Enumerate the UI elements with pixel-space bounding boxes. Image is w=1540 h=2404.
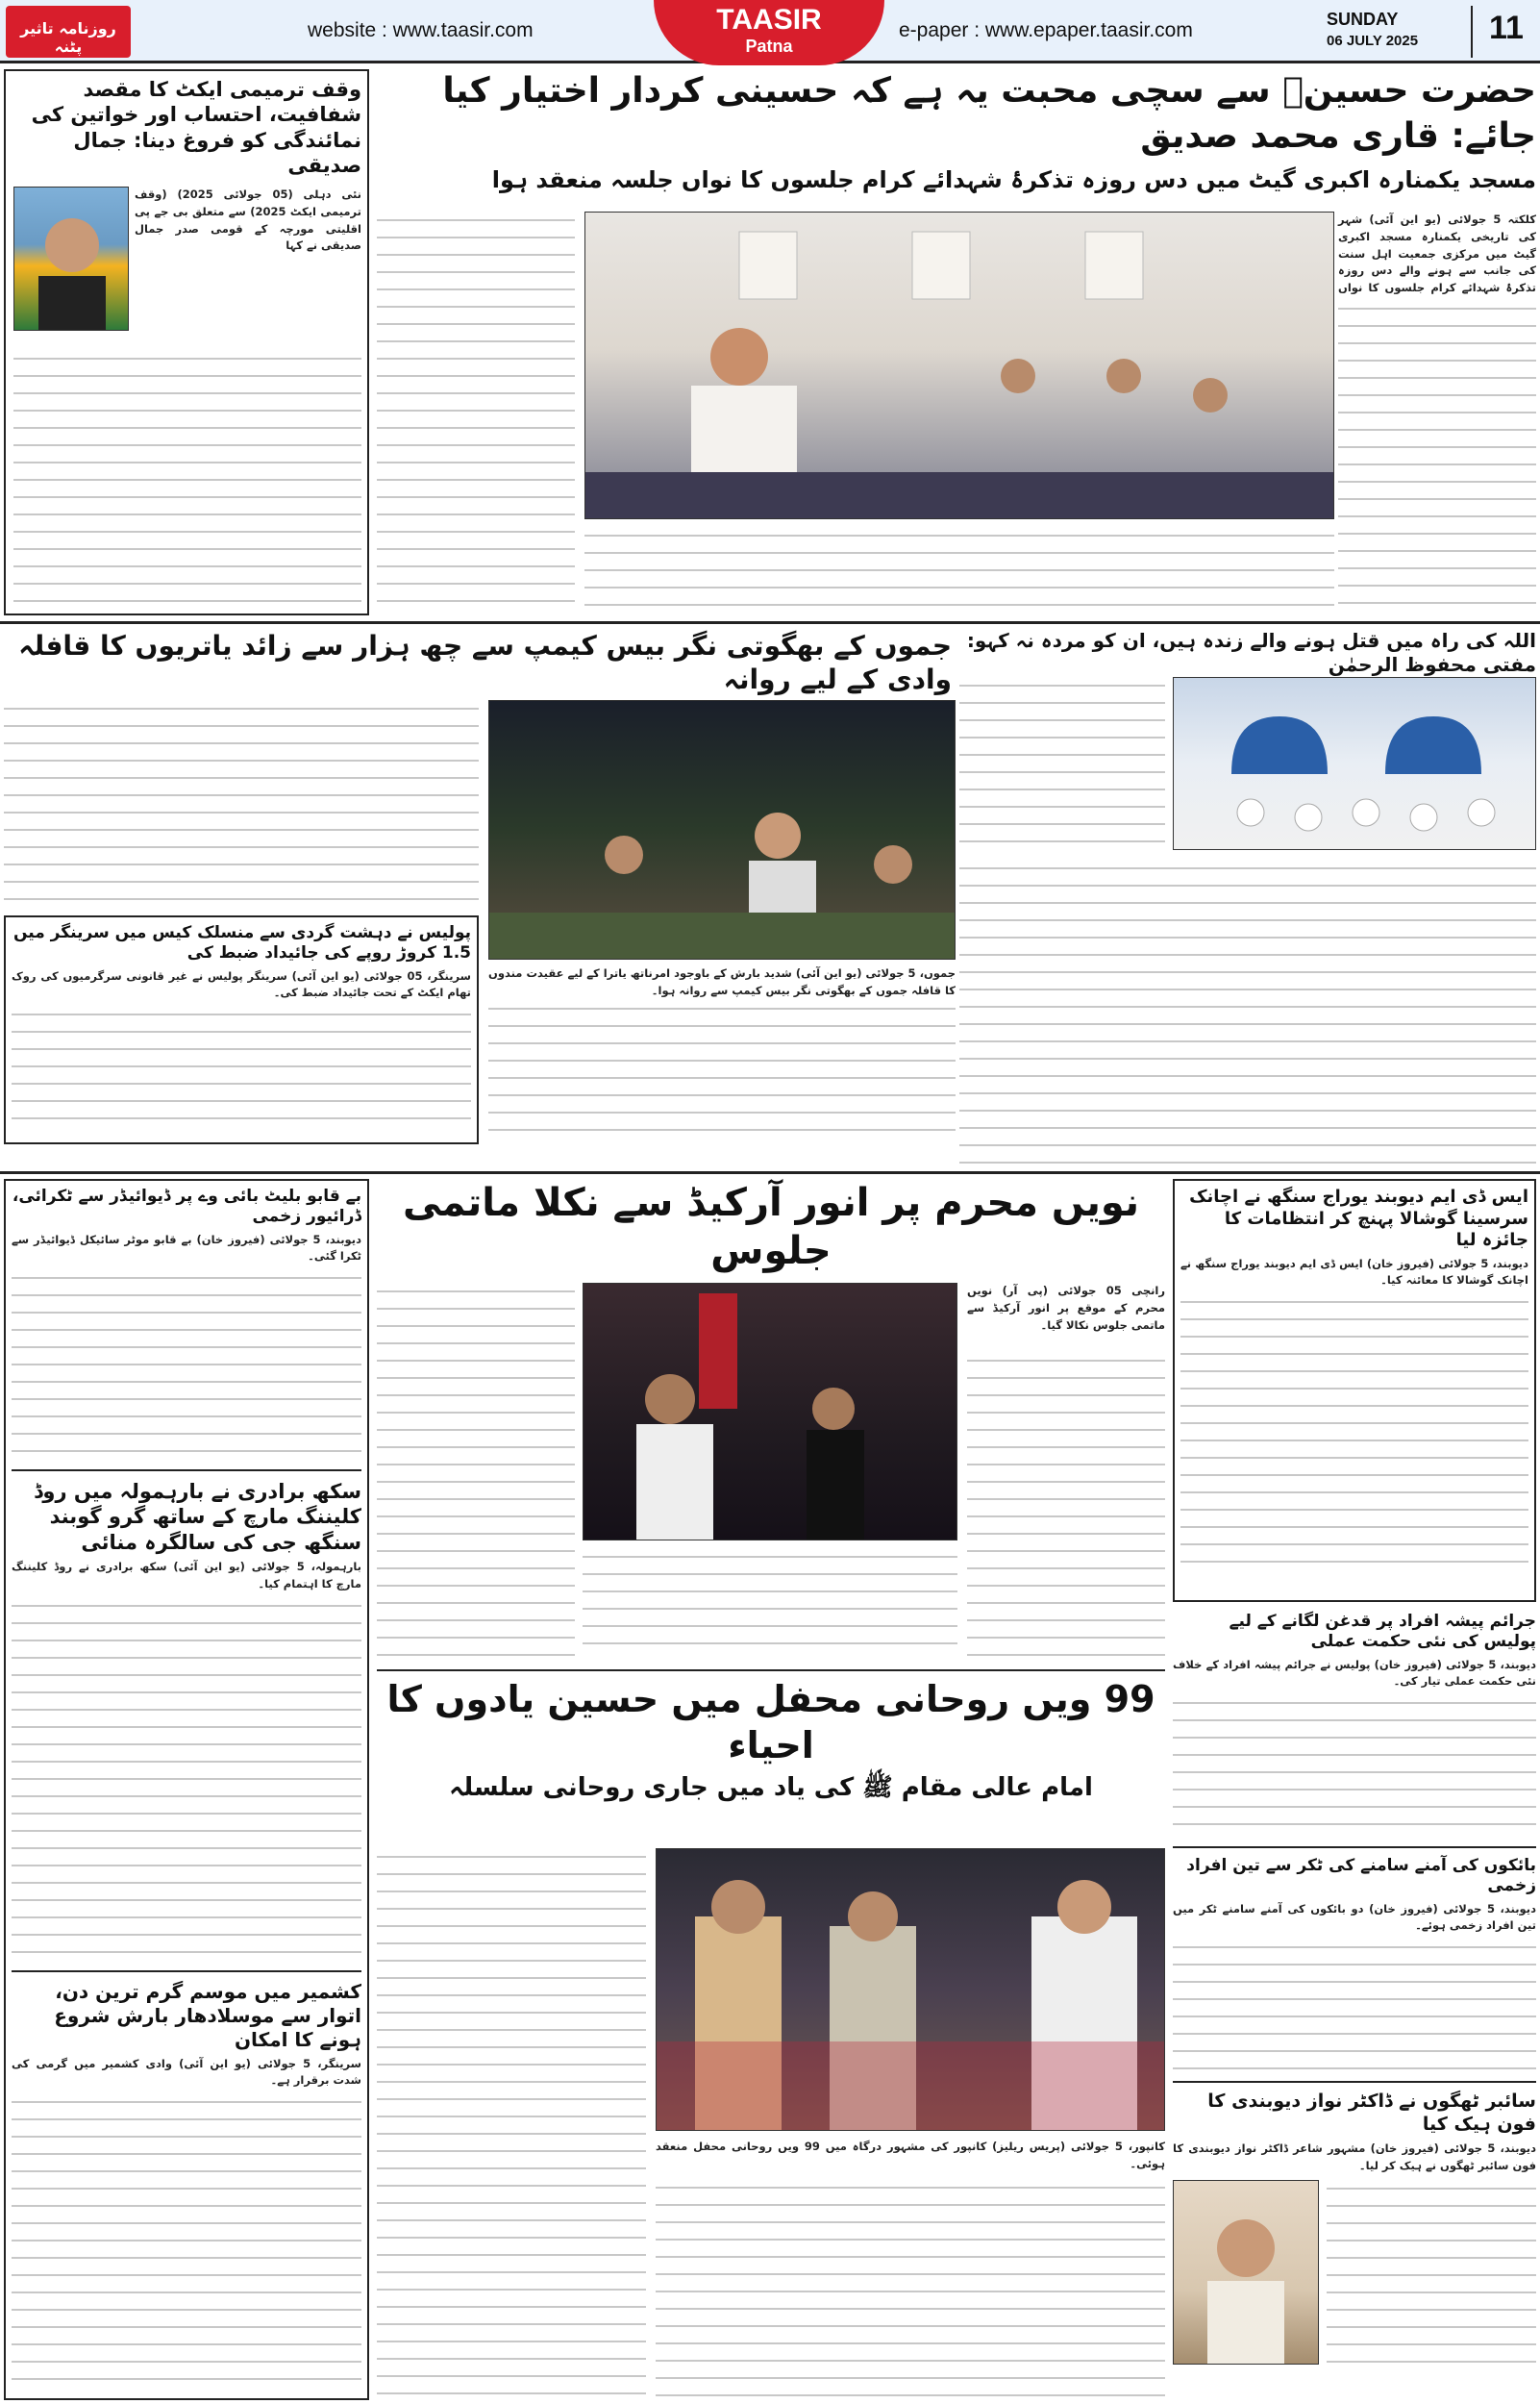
divider bbox=[1173, 1846, 1536, 1848]
portrait-icon bbox=[14, 188, 129, 331]
bikes-collide-text bbox=[1173, 1939, 1536, 2073]
police-plan-dateline: دیوبند، 5 جولائی (فیروز خان) پولیس نے جرائم پیشہ افراد کے خلاف نئی حکمت عملی تیار کی۔ bbox=[1173, 1657, 1536, 1689]
moharram-text-left bbox=[377, 1283, 575, 1656]
moharram-text-bottom bbox=[583, 1548, 957, 1656]
lead-photo bbox=[584, 212, 1334, 519]
mehfil-article bbox=[377, 1669, 1165, 2400]
police-headline: پولیس نے دہشت گردی سے منسلک کیس میں سرینگر میں 1.5 کروڑ روپے کی جائیداد ضبط کی bbox=[13, 923, 471, 964]
gathering-photo-icon bbox=[585, 213, 1334, 519]
jammu-body bbox=[488, 965, 956, 1000]
page-number: 11 bbox=[1489, 10, 1524, 46]
lead-headline: حضرت حسینؓ سے سچی محبت یہ ہے کہ حسینی کردار اختیار کیا جائے: قاری محمد صدیق bbox=[442, 71, 1536, 156]
sikh-headline: سکھ برادری نے بارہمولہ میں روڈ کلیننگ مارچ کے ساتھ گرو گوبند سنگھ جی کی سالگرہ منائی bbox=[34, 1480, 361, 1554]
mehfil-text-left bbox=[377, 1848, 646, 2396]
sikh-body bbox=[12, 1559, 361, 1593]
lead-subheadline: مسجد یکمنارہ اکبری گیٹ میں دس روزہ تذکرۂ شہدائے کرام جلسوں کا نواں جلسہ منعقد ہوا bbox=[491, 165, 1536, 193]
mosque-photo-icon bbox=[1174, 678, 1536, 850]
moharram-text-right bbox=[967, 1352, 1165, 1656]
bike-crash-text bbox=[12, 1269, 361, 1462]
sikh-dateline: بارہمولہ، 5 جولائی (یو این آئی) سکھ برادری نے روڈ کلیننگ مارچ کا اہتمام کیا۔ bbox=[12, 1559, 362, 1590]
bike-crash-headline: بے قابو بلیٹ بائی وے پر ڈیوائیڈر سے ٹکرائی، ڈرائیور زخمی bbox=[12, 1187, 361, 1227]
lead-text-bottom bbox=[584, 527, 1334, 608]
brand-city: Patna bbox=[745, 37, 793, 56]
police-text-block bbox=[12, 1006, 471, 1119]
deoband-text bbox=[1180, 1293, 1528, 1572]
mehfil-photo-icon bbox=[657, 1849, 1165, 2131]
issue-date: 06 JULY 2025 bbox=[1327, 33, 1419, 49]
jammu-photo bbox=[488, 700, 956, 960]
portrait-icon bbox=[1174, 2181, 1318, 2364]
martyr-article bbox=[959, 629, 1536, 1167]
waqf-headline: وقف ترمیمی ایکٹ کا مقصد شفافیت، احتساب اور خواتین کی نمائندگی کو فروغ دینا: جمال صدیقی bbox=[31, 78, 361, 177]
police-dateline: سرینگر، 05 جولائی (یو این آئی) سرینگر پولیس نے غیر قانونی سرگرمیوں کی روک تھام ایکٹ کے تحت جائیداد ضبط کی۔ bbox=[12, 968, 471, 1000]
waqf-article bbox=[4, 69, 369, 615]
moharram-article bbox=[377, 1179, 1165, 1660]
martyr-headline: اللہ کی راہ میں قتل ہونے والے زندہ ہیں، ان کو مردہ نہ کہو: مفتی محفوظ الرحمٰن bbox=[966, 629, 1536, 676]
row2-rule bbox=[0, 1171, 1540, 1174]
brand-name: TAASIR bbox=[716, 4, 822, 36]
cyber-body bbox=[1173, 2141, 1536, 2175]
sikh-text bbox=[12, 1597, 361, 1963]
mehfil-body bbox=[656, 2139, 1165, 2173]
divider bbox=[12, 1970, 361, 1972]
cyber-text bbox=[1327, 2180, 1536, 2363]
bikes-collide-dateline: دیوبند، 5 جولائی (فیروز خان) دو بائکوں کی آمنے سامنے ٹکر میں تین افراد زخمی ہوئے۔ bbox=[1173, 1901, 1536, 1933]
waqf-text-block bbox=[13, 350, 361, 608]
masthead-divider bbox=[1471, 6, 1473, 58]
kashmir-headline: کشمیر میں موسم گرم ترین دن، اتوار سے موسلادھار بارش شروع ہونے کا امکان bbox=[54, 1979, 361, 2051]
jammu-text-left bbox=[4, 700, 479, 906]
mehfil-subheadline: امام عالی مقام ﷺ کی یاد میں جاری روحانی سلسلہ bbox=[449, 1773, 1093, 1802]
mehfil-text-bottom bbox=[656, 2179, 1165, 2396]
kashmir-body bbox=[12, 2056, 361, 2091]
martyr-text-bottom bbox=[959, 860, 1536, 1164]
waqf-dateline: نئی دہلی (05 جولائی 2025) (وقف ترمیمی ایکٹ 2025) سے متعلق بی جے پی اقلیتی مورچہ کے قومی صدر جمال صدیقی نے کہا bbox=[135, 188, 362, 253]
bike-crash-body bbox=[12, 1232, 361, 1266]
cyber-dateline: دیوبند، 5 جولائی (فیروز خان) مشہور شاعر ڈاکٹر نواز دیوبندی کا فون سائبر ٹھگوں نے ہیک کر لیا۔ bbox=[1173, 2141, 1536, 2172]
issue-day: SUNDAY bbox=[1327, 10, 1399, 29]
bikes-collide-body bbox=[1173, 1901, 1536, 1936]
waqf-body bbox=[135, 187, 361, 255]
urdu-logo-text: روزنامہ تاثیر پٹنہ bbox=[20, 19, 116, 56]
left-column bbox=[4, 1179, 369, 2400]
divider bbox=[1173, 2081, 1536, 2083]
moharram-body bbox=[967, 1283, 1165, 1334]
jammu-headline: جموں کے بھگوتی نگر بیس کیمپ سے چھ ہزار سے زائد یاتریوں کا قافلہ وادی کے لیے روانہ bbox=[18, 630, 952, 695]
cyber-headline: سائبر ٹھگوں نے ڈاکٹر نواز دیوبندی کا فون ہیک کیا bbox=[1207, 2091, 1536, 2135]
bike-crash-dateline: دیوبند، 5 جولائی (فیروز خان) بے قابو موٹر سائیکل ڈیوائیڈر سے ٹکرا گئی۔ bbox=[12, 1232, 361, 1264]
mehfil-photo bbox=[656, 1848, 1165, 2131]
cyber-content bbox=[1173, 2180, 1536, 2372]
kashmir-text bbox=[12, 2093, 361, 2382]
lead-body-right bbox=[1338, 212, 1536, 314]
cyber-photo bbox=[1173, 2180, 1319, 2365]
deoband-body bbox=[1180, 1256, 1528, 1290]
masthead-logo bbox=[654, 0, 884, 65]
bikes-collide-headline: بائکوں کی آمنے سامنے کی ٹکر سے تین افراد زخمی bbox=[1186, 1856, 1536, 1896]
jammu-text-bottom bbox=[488, 1000, 956, 1144]
yatra-photo-icon bbox=[489, 701, 956, 960]
police-body bbox=[12, 968, 471, 1003]
lead-text-right bbox=[1338, 300, 1536, 608]
right-column bbox=[1173, 1179, 1536, 2400]
lead-article bbox=[377, 69, 1536, 615]
police-article bbox=[4, 915, 479, 1144]
moharram-headline: نویں محرم پر انور آرکیڈ سے نکلا ماتمی جلوس bbox=[402, 1181, 1140, 1273]
mehfil-dateline: کانپور، 5 جولائی (پریس ریلیز) کانپور کی مشہور درگاہ میں 99 ویں روحانی محفل منعقد ہوئی۔ bbox=[656, 2140, 1165, 2170]
deoband-box bbox=[1173, 1179, 1536, 1602]
martyr-text-top bbox=[959, 677, 1165, 850]
deoband-dateline: دیوبند، 5 جولائی (فیروز خان) ایس ڈی ایم دیوبند یوراج سنگھ نے اچانک گوشالا کا معائنہ کیا۔ bbox=[1180, 1256, 1528, 1288]
martyr-photo bbox=[1173, 677, 1536, 850]
police-plan-text bbox=[1173, 1694, 1536, 1839]
website-link[interactable]: website : www.taasir.com bbox=[308, 19, 534, 41]
procession-photo-icon bbox=[584, 1284, 957, 1540]
lead-dateline: کلکتہ 5 جولائی (یو این آئی) شہر کی تاریخی یکمنارہ مسجد اکبری گیٹ میں مرکزی جمعیت اہل سنت کی جانب سے ہونے والے دس روزہ تذکرۂ شہدائے کرام جلسوں کا نواں bbox=[1338, 213, 1536, 295]
row1-rule bbox=[0, 621, 1540, 624]
police-plan-body bbox=[1173, 1657, 1536, 1691]
moharram-photo bbox=[583, 1283, 957, 1540]
kashmir-dateline: سرینگر، 5 جولائی (یو این آئی) وادی کشمیر میں گرمی کی شدت برقرار ہے۔ bbox=[12, 2056, 361, 2088]
moharram-dateline: رانچی 05 جولائی (پی آر) نویں محرم کے موقع پر انور آرکیڈ سے ماتمی جلوس نکالا گیا۔ bbox=[967, 1284, 1165, 1332]
urdu-logo bbox=[6, 6, 131, 58]
epaper-link[interactable]: e-paper : www.epaper.taasir.com bbox=[899, 19, 1193, 41]
jammu-dateline: جموں، 5 جولائی (یو این آئی) شدید بارش کے باوجود امرناتھ یاترا کے لیے عقیدت مندوں کا قافلہ جموں کے بھگوتی نگر بیس کیمپ سے روانہ ہوا۔ bbox=[488, 966, 956, 997]
lead-text-left bbox=[377, 212, 575, 608]
waqf-photo bbox=[13, 187, 129, 331]
mehfil-headline: 99 ویں روحانی محفل میں حسین یادوں کا احیاء bbox=[386, 1678, 1155, 1766]
police-plan-headline: جرائم پیشہ افراد پر قدغن لگانے کے لیے پولیس کی نئی حکمت عملی bbox=[1229, 1612, 1536, 1652]
deoband-headline: ایس ڈی ایم دیوبند یوراج سنگھ نے اچانک سرسینا گوشالا پہنچ کر انتظامات کا جائزہ لیا bbox=[1189, 1187, 1528, 1250]
divider bbox=[12, 1469, 361, 1471]
mehfil-top-rule bbox=[377, 1669, 1165, 1671]
